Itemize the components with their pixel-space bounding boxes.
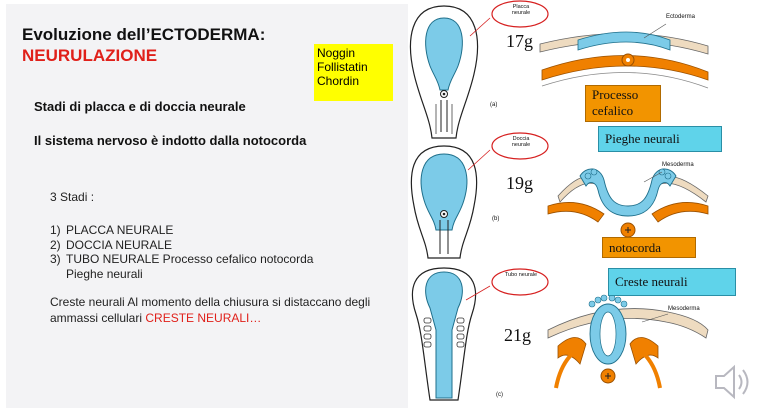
neural-crest-paragraph	[50, 294, 380, 326]
list-item: 2) DOCCIA NEURALE	[50, 237, 173, 252]
subtitle-stadi: Stadi di placca e di doccia neurale	[34, 99, 246, 114]
noggin-item: Chordin	[317, 74, 360, 88]
callout-processo-cefalico: Processo cefalico	[585, 85, 661, 122]
day-21: 21g	[504, 325, 531, 345]
slide-title	[22, 24, 265, 66]
noggin-item: Follistatin	[317, 60, 368, 74]
stadi-label: 3 Stadi :	[50, 190, 95, 204]
paragraph-highlight: CRESTE NEURALI…	[145, 311, 262, 325]
label-doccia: Doccia neurale	[511, 136, 531, 148]
noggin-item: Noggin	[317, 46, 356, 60]
day-17: 17g	[506, 31, 533, 51]
title-line1: Evoluzione dell’ECTODERMA:	[22, 25, 266, 44]
title-line2: NEURULAZIONE	[22, 46, 158, 65]
list-item: Pieghe neurali	[66, 266, 143, 281]
callout-pieghe-neurali: Pieghe neurali	[598, 126, 722, 152]
day-19: 19g	[506, 173, 533, 193]
callout-notocorda: notocorda	[602, 237, 696, 258]
label-mesoderma-c: Mesoderma	[668, 306, 700, 312]
label-placca: Placca neurale	[511, 4, 531, 16]
label-mesoderma-b: Mesoderma	[662, 162, 694, 168]
neurulation-figure	[408, 0, 760, 415]
label-ectoderma: Ectoderma	[666, 14, 696, 20]
label-a: (a)	[490, 102, 498, 108]
paragraph-text: Creste neurali Al momento della chiusura si distaccano degli ammassi cellulari	[50, 295, 371, 325]
speaker-icon[interactable]	[712, 362, 756, 402]
noggin-box	[314, 44, 393, 101]
list-item: 3) TUBO NEURALE Processo cefalico notocorda	[50, 252, 314, 266]
list-item: 1) PLACCA NEURALE	[50, 223, 174, 237]
label-tubo: Tubo neurale	[504, 272, 538, 278]
stadi-list	[50, 223, 313, 281]
label-c: (c)	[496, 392, 503, 398]
subtitle-induzione: Il sistema nervoso è indotto dalla notocorda	[34, 133, 307, 148]
label-b: (b)	[492, 216, 500, 222]
callout-creste-neurali: Creste neurali	[608, 268, 736, 296]
